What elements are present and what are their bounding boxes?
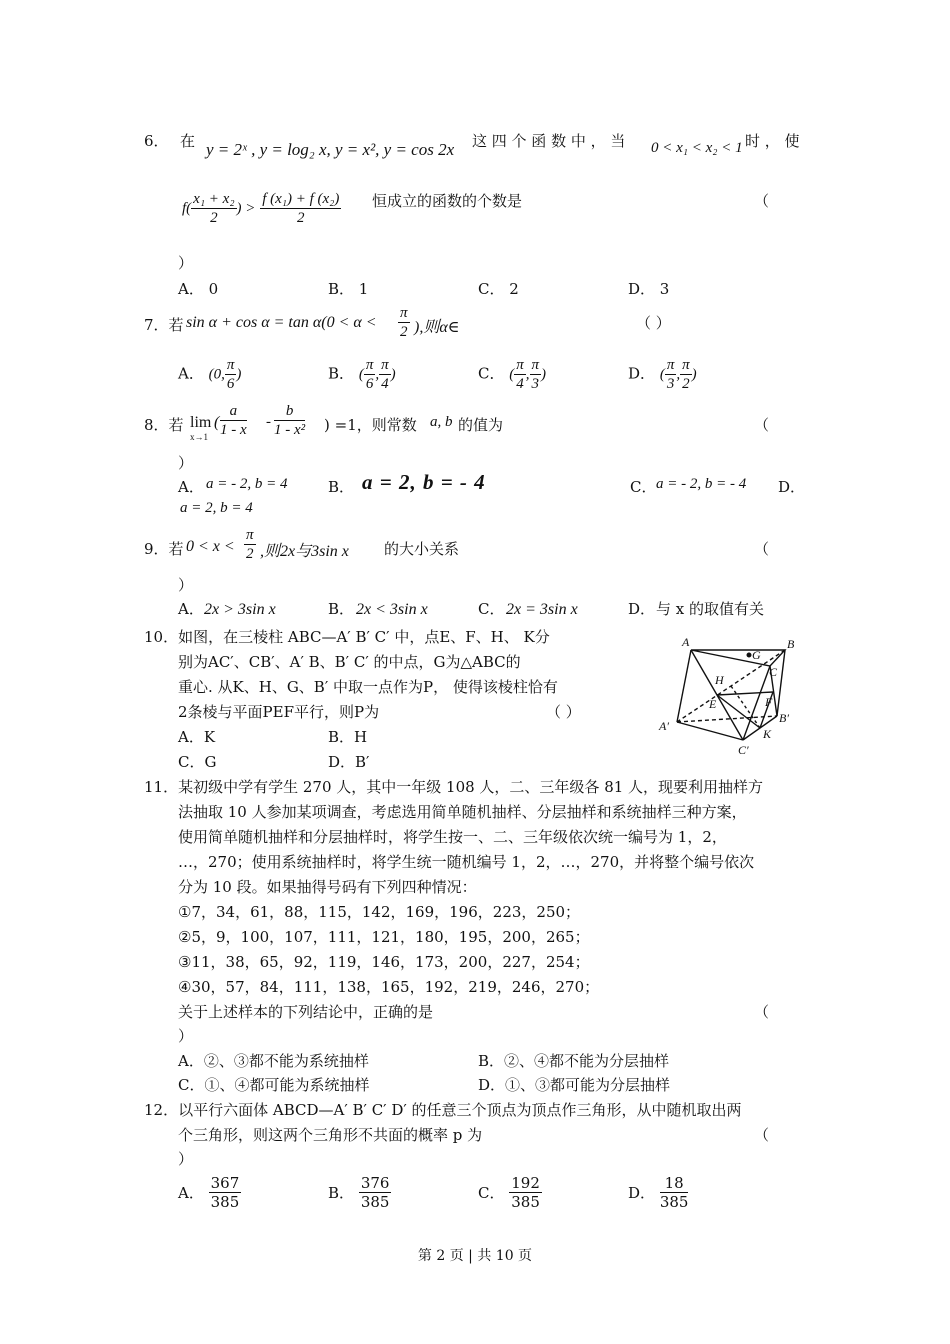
q7-c-pre: ( [509, 366, 515, 383]
fig-label-g: G [752, 648, 761, 662]
q7-pi: π [400, 305, 408, 321]
q12-b-num: 376 [360, 1174, 390, 1192]
q11-line-1: 11．某初级中学有学生 270 人，其中一年级 108 人，二、三年级各 81 人，现要利用抽样方 [144, 778, 764, 796]
q7-b-pre: ( [358, 366, 364, 383]
q9-expr: 0 < x < [186, 538, 235, 555]
q9-pi: π [246, 527, 254, 543]
q6-ineq-den: 2 [210, 210, 218, 226]
q8-option-c-value: a = - 2, b = - 4 [656, 476, 747, 492]
fig-label-c: C [769, 665, 778, 679]
q9-tail2: 的大小关系 [384, 540, 460, 558]
fig-label-e: E [709, 697, 717, 711]
q9-paren-close: ） [178, 576, 194, 594]
q8-vars: a, b [430, 414, 453, 430]
q8-f1-num: a [220, 402, 247, 421]
q6-option-a: A． 0 [178, 280, 219, 298]
fig-label-k: K [763, 727, 772, 741]
q10-line-3: 重心. 从K、H、G、B′ 中取一点作为P， 使得该棱柱恰有 [178, 678, 558, 696]
q8-lim-sub: x→1 [190, 432, 208, 442]
q7-b-mid: , [375, 366, 380, 383]
q12-paren-open: （ [754, 1126, 770, 1144]
q7-c-num2: π [531, 357, 540, 373]
q6-option-b: B． 1 [328, 280, 369, 298]
q8-frac-1 [220, 402, 247, 439]
q11-line-5: 分为 10 段。如果抽得号码有下列四种情况： [178, 878, 477, 896]
q7-b-den: 6 [365, 376, 374, 392]
q7-pi-over-2 [398, 304, 410, 341]
q7-a-post: ) [236, 366, 242, 383]
fig-label-b-prime: B′ [779, 711, 789, 725]
q10-prism-figure [655, 630, 805, 762]
q12-c-num: 192 [511, 1174, 540, 1192]
q12-option-d [628, 1174, 688, 1211]
q8-f1-den: 1 - x [220, 422, 247, 438]
q10-line-1: 10．如图，在三棱柱 ABC—A′ B′ C′ 中，点E、F、H、 K分 [144, 628, 550, 646]
fig-label-f: F [765, 695, 773, 709]
q12-line-2: 个三角形，则这两个三角形不共面的概率 p 为 [178, 1126, 483, 1144]
fig-label-c-prime: C′ [738, 743, 749, 757]
q10-option-d: D．B′ [328, 753, 370, 771]
q12-c-den: 385 [511, 1193, 540, 1211]
q8-option-b-value: a = 2, b = - 4 [362, 470, 486, 494]
q7-option-a [178, 356, 241, 393]
q7-b-post: ) [390, 366, 396, 383]
q12-line-1: 12．以平行六面体 ABCD—A′ B′ C′ D′ 的任意三个顶点为顶点作三角形，从中随机取出两 [144, 1101, 742, 1119]
q12-b-den: 385 [360, 1193, 390, 1211]
q7-d-num: π [666, 357, 675, 373]
q12-d-den: 385 [659, 1193, 689, 1211]
q7-b-num2: π [381, 357, 389, 373]
q6-ineq-lhs: f( [182, 200, 192, 217]
q6-inequality [182, 190, 341, 227]
q7-c-post: ) [541, 366, 547, 383]
q11-sample-1: ①7，34，61，88，115，142，169，196，223，250； [178, 903, 581, 921]
q8-frac-2 [274, 402, 305, 439]
q7-c-mid: , [525, 366, 530, 383]
q12-option-a [178, 1174, 241, 1211]
q7-c-den2: 3 [531, 376, 540, 392]
q8-number: 8．若 [144, 416, 184, 434]
q7-b-num: π [365, 357, 374, 373]
q7-d-den: 3 [666, 376, 675, 392]
q7-a-den: 6 [226, 376, 235, 392]
q7-paren: （ ） [636, 314, 671, 332]
q6-ineq-num: x₁ + x₂ [193, 191, 235, 207]
fig-label-b: B [787, 637, 795, 651]
q12-d-num: 18 [660, 1174, 689, 1193]
q8-paren-open: （ [754, 416, 770, 434]
q8-paren-close: ） [178, 454, 194, 472]
fig-point-g [747, 653, 751, 657]
q10-line-2: 别为AC′、CB′、A′ B、B′ C′ 的中点，G为△ABC的 [178, 653, 521, 671]
q6-ineq-rden: 2 [297, 210, 305, 226]
q10-option-c: C．G [178, 753, 217, 771]
q7-c-den: 4 [516, 376, 524, 392]
q6-ineq-rnum: f (x₁) + f (x₂) [262, 191, 340, 207]
q12-a-den: 385 [210, 1193, 240, 1211]
q7-expression: sin α + cos α = tan α(0 < α < [186, 314, 377, 331]
q10-line-4: 2条棱与平面PEF平行，则P为 [178, 703, 380, 721]
q6-tail: 时 ， 使 [745, 132, 800, 150]
q6-text2: 恒成立的函数的个数是 [372, 192, 523, 210]
q12-a-label: A． [178, 1184, 204, 1202]
q12-option-b [328, 1174, 391, 1211]
q9-pi-over-2 [244, 526, 256, 563]
q7-option-c [478, 356, 546, 393]
q7-b-label: B． [328, 364, 355, 383]
q8-tail2: 的值为 [458, 416, 504, 434]
q8-open: ( [214, 414, 220, 431]
q7-a-label: A． [178, 364, 204, 383]
q6-paren-open: （ [754, 192, 770, 210]
fig-top-face [691, 650, 785, 666]
q8-option-a-value: a = - 2, b = 4 [206, 476, 288, 492]
q7-d-mid: , [676, 366, 681, 383]
q11-option-a: A．②、③都不能为系统抽样 [178, 1052, 369, 1070]
q7-c-label: C． [478, 364, 505, 383]
q9-paren-open: （ [754, 540, 770, 558]
fig-label-a-prime: A′ [659, 719, 669, 733]
q6-ineq-gt: ) > [236, 200, 256, 217]
page-footer: 第 2 页 | 共 10 页 [417, 1248, 533, 1264]
q12-a-num: 367 [210, 1174, 240, 1192]
q7-a-pre: (0, [208, 366, 225, 383]
q12-d-label: D． [628, 1184, 656, 1202]
q11-line-10: 关于上述样本的下列结论中，正确的是 [178, 1003, 434, 1021]
q10-option-b: B．H [328, 728, 368, 746]
q11-paren-open: （ [754, 1003, 770, 1021]
q11-sample-4: ④30，57，84，111，138，165，192，219，246，270； [178, 978, 600, 996]
q11-option-d: D．①、③都可能为分层抽样 [478, 1076, 671, 1094]
q12-c-label: C． [478, 1184, 505, 1202]
q9-option-c-value: 2x = 3sin x [506, 601, 578, 618]
q9-option-b-label: B． [328, 600, 355, 618]
q8-option-b-label: B． [328, 478, 355, 496]
q10-paren: （ ） [546, 703, 581, 721]
q11-line-4: …，270；使用系统抽样时，将学生统一随机编号 1，2，…，270，并将整个编号依次 [178, 853, 755, 871]
q11-option-b: B．②、④都不能为分层抽样 [478, 1052, 670, 1070]
q11-sample-2: ②5，9，100，107，111，121，180，195，200，265； [178, 928, 590, 946]
q7-d-pre: ( [659, 366, 665, 383]
q8-f2-num: b [274, 402, 305, 421]
q9-option-d-value: 与 x 的取值有关 [656, 600, 764, 618]
q9-option-a-value: 2x > 3sin x [204, 601, 276, 618]
q12-b-label: B． [328, 1184, 355, 1202]
q9-option-a-label: A． [178, 600, 204, 618]
fig-edge-bb [777, 650, 785, 716]
fig-edge-aa [677, 650, 691, 722]
fig-label-h: H [715, 673, 724, 687]
q6-option-c: C． 2 [478, 280, 519, 298]
q9-number: 9．若 [144, 540, 184, 558]
q9-option-c-label: C． [478, 600, 505, 618]
q7-a-num: π [226, 357, 235, 373]
q9-option-d-label: D． [628, 600, 656, 618]
q7-tail: ),则α∈ [414, 319, 460, 336]
q9-tail: ,则2x与3sin x [260, 543, 349, 560]
fig-bottom-ac [677, 722, 743, 740]
q6-paren-close: ） [178, 254, 194, 272]
q11-line-2: 法抽取 10 人参加某项调查，考虑选用简单随机抽样、分层抽样和系统抽样三种方案， [178, 803, 747, 821]
q7-d-den2: 2 [682, 376, 690, 392]
q8-tail: ) =1，则常数 [324, 416, 417, 434]
q6-option-d: D． 3 [628, 280, 670, 298]
q6-intro: 在 [180, 132, 196, 150]
q8-f2-den: 1 - x² [274, 422, 306, 438]
q7-two: 2 [400, 324, 408, 340]
q7-b-den2: 4 [381, 376, 389, 392]
q6-middle-text: 这 四 个 函 数 中 ， 当 [472, 132, 626, 150]
q12-option-c [478, 1174, 542, 1211]
q10-option-a: A．K [178, 728, 216, 746]
q8-option-d-value: a = 2, b = 4 [180, 500, 253, 516]
q6-functions: y = 2ˣ , y = log₂ x, y = x², y = cos 2x [206, 140, 455, 159]
q8-option-a-label: A． [178, 478, 204, 496]
q7-option-d [628, 356, 697, 393]
q8-lim: lim [190, 414, 212, 431]
q8-option-c-label: C． [630, 478, 657, 496]
q12-paren-close: ） [178, 1150, 194, 1168]
q8-minus: - [266, 414, 271, 430]
q11-option-c: C．①、④都可能为系统抽样 [178, 1076, 370, 1094]
q7-d-post: ) [691, 366, 697, 383]
q6-condition: 0 < x₁ < x₂ < 1 [651, 140, 743, 156]
q7-number: 7．若 [144, 316, 184, 334]
q7-d-label: D． [628, 364, 656, 383]
q11-paren-close: ） [178, 1027, 194, 1045]
q7-d-num2: π [682, 357, 690, 373]
q9-two: 2 [246, 546, 254, 562]
q9-option-b-value: 2x < 3sin x [356, 601, 428, 618]
q6-number: 6． [144, 132, 169, 150]
q7-option-b [328, 356, 396, 393]
q7-c-num: π [516, 357, 524, 373]
q11-sample-3: ③11，38，65，92，119，146，173，200，227，254； [178, 953, 590, 971]
fig-label-a: A [682, 635, 690, 649]
q11-line-3: 使用简单随机抽样和分层抽样时，将学生按一、二、三年级依次统一编号为 1，2， [178, 828, 727, 846]
q8-option-d-label: D． [778, 478, 806, 496]
